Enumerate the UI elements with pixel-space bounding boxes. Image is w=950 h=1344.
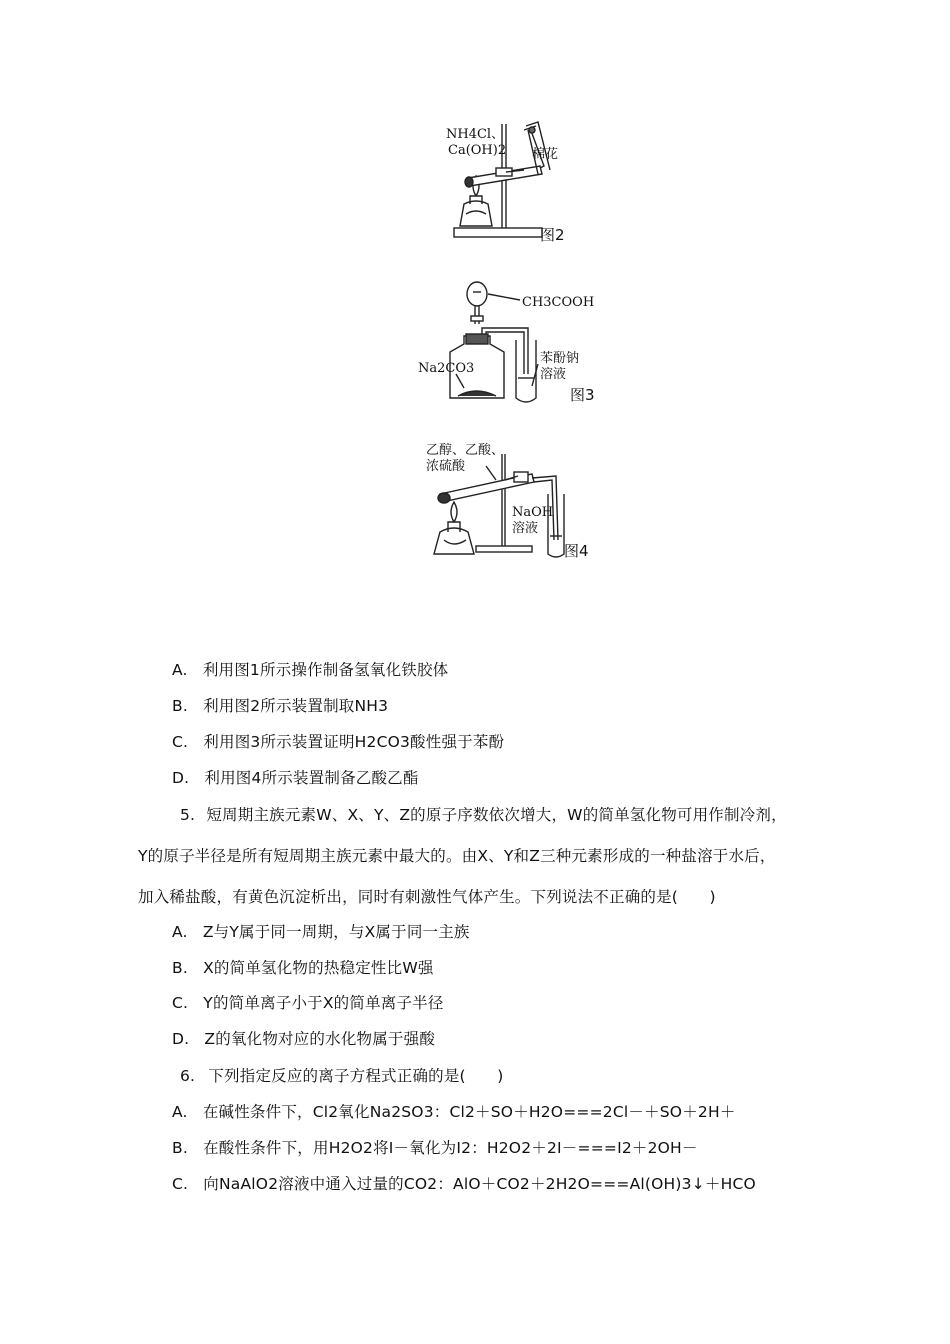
fig2-caption: 图2 [540, 226, 565, 244]
fig3-label-acetic-acid: CH3COOH [522, 295, 595, 310]
q5-option-b [172, 956, 434, 978]
q5-number: 5. [180, 806, 196, 824]
q6-option-a-letter: A. [172, 1103, 188, 1121]
q4-option-a [172, 658, 448, 680]
q5-option-c-text: Y的简单离子小于X的简单离子半径 [203, 994, 444, 1012]
fig4-label-reagents-2: 浓硫酸 [426, 459, 466, 474]
q6-option-c [172, 1172, 756, 1194]
q5-stem-text-1: 短周期主族元素W、X、Y、Z的原子序数依次增大，W的简单氢化物可用作制冷剂， [206, 806, 787, 824]
fig4-label-solution: 溶液 [512, 521, 539, 536]
q6-option-c-letter: C. [172, 1175, 189, 1193]
q4-option-a-text: 利用图1所示操作制备氢氧化铁胶体 [202, 661, 449, 679]
q4-option-c [172, 730, 504, 752]
figure-2 [440, 118, 600, 248]
fig4-label-naoh: NaOH [512, 505, 554, 520]
q5-stem-line-3 [138, 885, 716, 907]
q5-option-d [172, 1027, 435, 1049]
q5-stem-line-1 [180, 803, 787, 825]
figure-3 [416, 278, 606, 408]
fig2-label-cotton: 棉花 [532, 147, 559, 162]
q6-stem-text: 下列指定反应的离子方程式正确的是( ) [208, 1067, 504, 1085]
fig2-label-reagent-1: NH4Cl、 [446, 127, 505, 142]
q6-option-c-text: 向NaAlO2溶液中通入过量的CO2：AlO＋CO2＋2H2O===Al(OH)3↓＋HCO [203, 1175, 756, 1193]
q4-option-d-text: 利用图4所示装置制备乙酸乙酯 [204, 769, 419, 787]
fig3-label-sodium-carbonate: Na2CO3 [418, 361, 475, 376]
q5-option-d-letter: D. [172, 1030, 190, 1048]
fig3-label-solution: 溶液 [540, 367, 567, 382]
q4-option-a-letter: A. [172, 661, 188, 679]
q5-option-c [172, 991, 444, 1013]
q4-option-d [172, 766, 419, 788]
q5-stem-text-2: Y的原子半径是所有短周期主族元素中最大的。由X、Y和Z三种元素形成的一种盐溶于水后， [138, 847, 776, 865]
q4-option-c-letter: C. [172, 733, 189, 751]
q4-option-d-letter: D. [172, 769, 190, 787]
fig3-label-phenoxide: 苯酚钠 [540, 351, 580, 366]
q6-stem [180, 1064, 503, 1086]
q4-option-b-letter: B. [172, 697, 188, 715]
fig4-caption: 图4 [564, 542, 589, 560]
q5-option-d-text: Z的氧化物对应的水化物属于强酸 [204, 1030, 436, 1048]
fig4-label-reagents-1: 乙醇、乙酸、 [426, 443, 505, 458]
q5-option-c-letter: C. [172, 994, 189, 1012]
q6-option-a [172, 1100, 736, 1122]
q5-option-a [172, 920, 470, 942]
q6-option-b-letter: B. [172, 1139, 188, 1157]
q6-number: 6. [180, 1067, 196, 1085]
q5-stem-text-3: 加入稀盐酸，有黄色沉淀析出，同时有刺激性气体产生。下列说法不正确的是( ) [138, 888, 716, 906]
q6-option-b-text: 在酸性条件下，用H2O2将I－氧化为I2：H2O2＋2I－===I2＋2OH－ [203, 1139, 698, 1157]
q5-stem-line-2 [138, 844, 776, 866]
q5-option-b-text: X的简单氢化物的热稳定性比W强 [203, 959, 434, 977]
q4-option-b-text: 利用图2所示装置制取NH3 [203, 697, 389, 715]
q6-option-b [172, 1136, 698, 1158]
q5-option-b-letter: B. [172, 959, 188, 977]
q4-option-b [172, 694, 388, 716]
figure-4 [422, 436, 612, 560]
q5-option-a-text: Z与Y属于同一周期，与X属于同一主族 [202, 923, 470, 941]
q4-option-c-text: 利用图3所示装置证明H2CO3酸性强于苯酚 [203, 733, 505, 751]
q6-option-a-text: 在碱性条件下，Cl2氧化Na2SO3：Cl2＋SO＋H2O===2Cl－＋SO＋2H＋ [202, 1103, 736, 1121]
q5-option-a-letter: A. [172, 923, 188, 941]
fig3-caption: 图3 [570, 386, 595, 404]
fig2-label-reagent-2: Ca(OH)2 [448, 143, 507, 158]
